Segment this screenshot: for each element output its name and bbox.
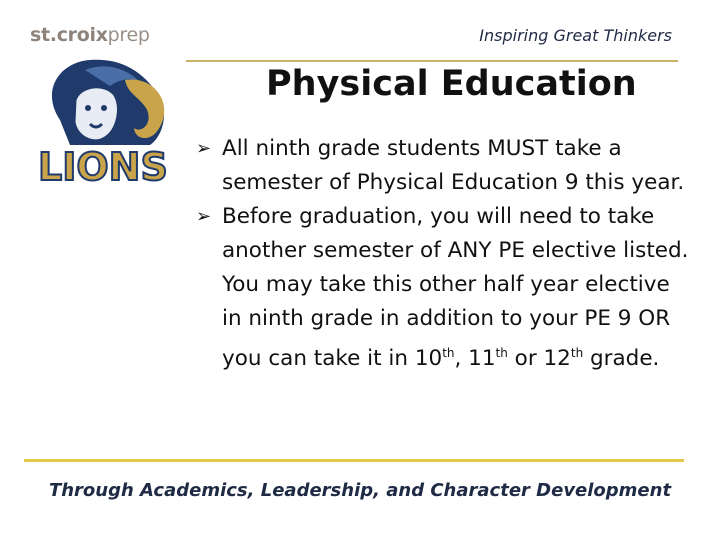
arrow-bullet-icon: ➢ <box>196 206 212 227</box>
footer-motto: Through Academics, Leadership, and Character Development <box>48 480 672 501</box>
brand-bold: st.croix <box>30 24 108 46</box>
bullet-text-sep: or 12 <box>507 346 571 372</box>
tagline: Inspiring Great Thinkers <box>479 26 672 45</box>
bottom-divider <box>24 459 684 462</box>
bullet-list <box>196 132 696 376</box>
brand-wordmark <box>30 24 150 46</box>
lions-logo <box>30 50 180 190</box>
ordinal-suffix: th <box>442 346 455 360</box>
lion-emblem-icon <box>30 50 180 190</box>
svg-text:LIONS: LIONS <box>38 145 168 189</box>
arrow-bullet-icon: ➢ <box>196 138 212 159</box>
bullet-text-sep: , 11 <box>454 346 496 372</box>
brand-light: prep <box>107 24 150 46</box>
slide-title: Physical Education <box>266 64 637 104</box>
bullet-text: All ninth grade students MUST take a semester of Physical Education 9 this year. <box>222 136 685 195</box>
top-divider <box>186 60 678 62</box>
bullet-item <box>196 200 696 376</box>
bullet-text: Before graduation, you will need to take another semester of ANY PE elective listed. You may take this other half year elective in ninth grade in addition to your PE 9 OR you can take it in 10 <box>222 204 689 372</box>
ordinal-suffix: th <box>495 346 508 360</box>
ordinal-suffix: th <box>570 346 584 360</box>
bullet-text-end: grade. <box>583 346 660 372</box>
bullet-item <box>196 132 696 200</box>
